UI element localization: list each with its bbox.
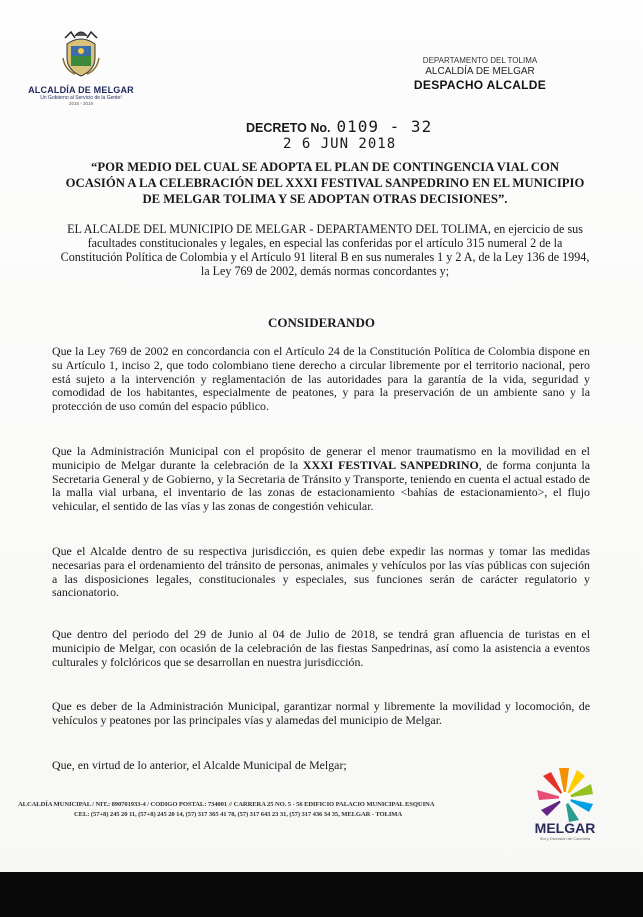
- paragraph-4: Que dentro del periodo del 29 de Junio al 04 de Julio de 2018, se tendrá gran afluencia de turistas en el municipio de Melgar, con ocasión de la celebración de las fiestas Sanpedrinas, así como la asistencia a eventos culturales y folclóricos que se desarrollan en nuestra jurisdicción.: [52, 627, 590, 669]
- brand-subtitle: Sol y Diversión de Colombia: [539, 836, 591, 841]
- logo-tagline: Un Gobierno al Servicio de la Gente!: [40, 95, 122, 101]
- alcaldia-logo: [26, 28, 136, 106]
- paragraph-5: Que es deber de la Administración Municipal, garantizar normal y libremente la movilidad y locomoción, de vehículos y peatones por las principales vías y alamedas del municipio de Melgar.: [52, 699, 590, 727]
- decree-number: 0109 - 32: [336, 117, 433, 136]
- festival-name: XXXI FESTIVAL SANPEDRINO: [302, 457, 479, 472]
- paragraph-6: Que, en virtud de lo anterior, el Alcalde Municipal de Melgar;: [52, 758, 347, 772]
- department-label: DEPARTAMENTO DEL TOLIMA: [422, 56, 538, 65]
- footer-contact: [18, 800, 508, 820]
- despacho-label: DESPACHO ALCALDE: [413, 78, 547, 92]
- alcaldia-label: ALCALDÍA DE MELGAR: [425, 66, 535, 77]
- sun-burst-icon: [530, 766, 600, 824]
- paragraph-2-start: Que la Administración Municipal con el propósito de generar el menor traumatismo en la movilidad en el municipio de Melgar durante la celebración de la: [52, 444, 590, 472]
- footer-phones: CEL: (57+8) 245 20 11, (57+8) 245 20 14, (57) 317 365 41 78, (57) 317 643 23 31, (57) 317 436 34 35, MELGAR - TOLIMA: [74, 811, 403, 818]
- bottom-scan-edge: [0, 872, 643, 917]
- decree-number-line: [246, 117, 432, 136]
- paragraph-2: [52, 445, 590, 514]
- paragraph-2-end: , de forma conjunta la Secretaria General y de Gobierno, y la Secretaria de Tránsito y Transporte, teniendo en cuenta el actual estado de la malla vial urbana, el inventario de las zonas de estacionamiento <bahías de estacionamiento>, el flujo vehicular, el sentido de las vías y las zonas de congestión vehicular.: [52, 457, 590, 514]
- logo-name: ALCALDÍA DE MELGAR: [28, 85, 134, 95]
- considerando-heading: CONSIDERANDO: [268, 315, 375, 330]
- logo-years: 2016 - 2019: [68, 101, 94, 106]
- decree-date: 2 6 JUN 2018: [283, 136, 397, 152]
- footer-address: ALCALDÍA MUNICIPAL / NIT.: 890701933-4 / CODIGO POSTAL: 734001 // CARRERA 25 NO. 5 - 56 EDIFICIO PALACIO MUNICIPAL ESQUINA: [18, 801, 435, 808]
- decree-title: “POR MEDIO DEL CUAL SE ADOPTA EL PLAN DE CONTINGENCIA VIAL CON OCASIÓN A LA CELEBRACIÓN DEL XXXI FESTIVAL SANPEDRINO EN EL MUNICIPIO DE MELGAR TOLIMA Y SE ADOPTAN OTRAS DECISIONES”.: [65, 160, 585, 206]
- paragraph-3: Que el Alcalde dentro de su respectiva jurisdicción, es quien debe expedir las normas y tomar las medidas necesarias para el ordenamiento del tránsito de personas, animales y vehículos por las vías públicas con sujeción a las disposiciones legales, constitucionales y especiales, sus funciones serán de carácter regulatorio y sancionatorio.: [52, 544, 590, 600]
- decree-label: DECRETO No.: [246, 121, 331, 135]
- paragraph-1: Que la Ley 769 de 2002 en concordancia con el Artículo 24 de la Constitución Política de Colombia dispone en su Artículo 1, inciso 2, que todo colombiano tiene derecho a circular libremente por el territorio nacional, pero está sujeto a la intervención y reglamentación de las autoridades para la garantía de la vida, seguridad y comodidad de los habitantes, especialmente de peatones, y para la preservación de un ambiente sano y la protección de uso común del espacio público.: [52, 344, 590, 414]
- intro-paragraph: EL ALCALDE DEL MUNICIPIO DE MELGAR - DEPARTAMENTO DEL TOLIMA, en ejercicio de sus facultades constitucionales y legales, en especial las conferidas por el artículo 315 numeral 2 de la Constitución Política de Colombia y el Artículo 91 literal B en sus numerales 1 y 2 A, de la Ley 136 de 1994, la Ley 769 de 2002, demás normas concordantes y;: [60, 222, 590, 278]
- melgar-brand-logo: [525, 766, 605, 841]
- header-office: [400, 56, 560, 92]
- brand-name: MELGAR: [534, 820, 596, 836]
- coat-of-arms-icon: [61, 28, 101, 78]
